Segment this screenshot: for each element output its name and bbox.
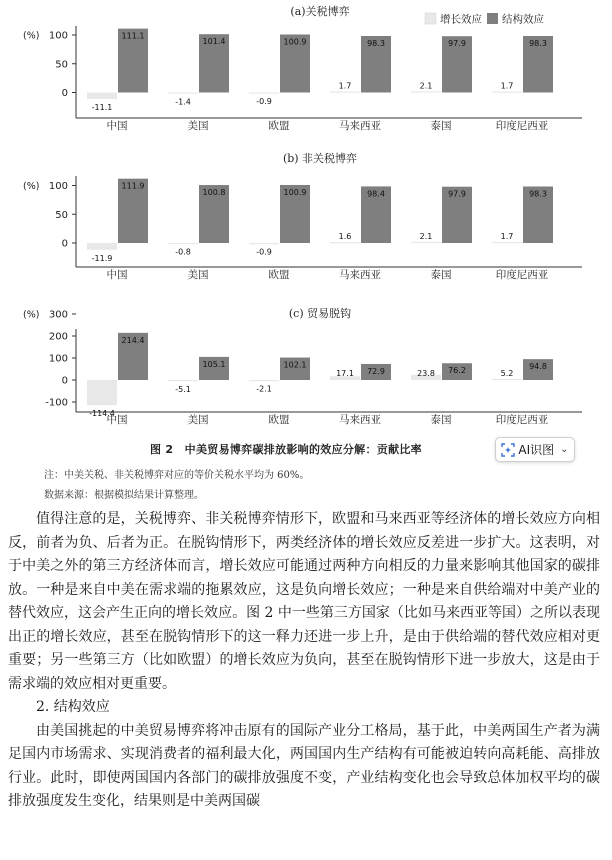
chart-a-label-structure-3: 98.3 (367, 38, 385, 48)
chart-b-category-label-3: 马来西亚 (339, 269, 381, 281)
chart-c-category-label-4: 泰国 (430, 414, 452, 426)
chart-a-label-growth-0: -11.1 (91, 102, 113, 112)
chart-c-bar-growth-0 (87, 380, 117, 405)
chart-a-ytick-label: 0 (61, 88, 68, 99)
chart-b-category-label-4: 泰国 (430, 269, 452, 281)
chart-a-category-label-3: 马来西亚 (339, 120, 381, 132)
chart-a-label-structure-5: 98.3 (529, 38, 547, 48)
chart-c-ytick-label: -100 (45, 397, 68, 409)
chart-c-ytick-label: 100 (48, 353, 68, 365)
chart-b-bar-growth-0 (87, 243, 117, 250)
chart-c-label-growth-3: 17.1 (336, 369, 354, 378)
chart-c-category-label-3: 马来西亚 (339, 414, 381, 426)
chart-c-bar-growth-1 (168, 380, 198, 381)
chevron-down-icon[interactable]: ⌄ (560, 444, 569, 455)
chart-c-ytick-label: 300 (48, 309, 68, 321)
legend-swatch-growth (425, 13, 436, 24)
section-heading-structure-effect: 2. 结构效应 (36, 699, 110, 715)
chart-c-label-growth-2: -2.1 (256, 384, 272, 394)
chart-b-bar-growth-4 (411, 242, 441, 243)
chart-a-ytick-label: 100 (48, 30, 68, 42)
chart-a-ytick-label: 50 (55, 59, 68, 71)
chart-a-bar-growth-4 (411, 91, 441, 92)
chart-b-bar-growth-1 (168, 243, 198, 244)
chart-a-category-label-5: 印度尼西亚 (495, 120, 549, 132)
chart-c-label-structure-0: 214.4 (121, 335, 145, 345)
chart-b-label-structure-0: 111.9 (121, 181, 145, 191)
chart-a-label-structure-1: 101.4 (202, 37, 226, 47)
chart-b-label-structure-2: 100.9 (283, 187, 307, 197)
chart-b-ylabel: (%) (23, 181, 40, 192)
paragraph-structure-effect: 由美国挑起的中美贸易博弈将冲击原有的国际产业分工格局，基于此，中美两国生产者为满足国内市场需求、实现消费者的福利最大化，两国国内生产结构有可能被迫转向高耗能、高排放行业。此时，即使两国国内各部门的碳排放强度不变，产业结构变化也会导致总体加权平均的碳排放强度发生变化，结果则是中美两国碳 (8, 722, 600, 809)
chart-c-label-structure-4: 76.2 (448, 366, 466, 376)
chart-b-label-growth-2: -0.9 (256, 247, 272, 257)
chart-c-ytick-label: 200 (48, 331, 68, 343)
chart-a-bar-growth-5 (492, 92, 522, 93)
chart-b-label-structure-4: 97.9 (448, 189, 466, 199)
chart-a-label-growth-1: -1.4 (175, 97, 191, 107)
chart-b-label-structure-5: 98.3 (529, 189, 547, 199)
legend-swatch-structure (487, 13, 498, 24)
chart-c-label-growth-0: -114.4 (89, 409, 115, 419)
chart-a-category-label-1: 美国 (187, 120, 209, 132)
ai-recognize-button[interactable] (495, 437, 575, 462)
chart-b-label-growth-0: -11.9 (91, 253, 113, 263)
chart-b-category-label-2: 欧盟 (268, 269, 290, 281)
chart-a-ylabel: (%) (23, 30, 40, 42)
chart-c-bar-growth-2 (249, 380, 279, 381)
chart-a-label-growth-4: 2.1 (419, 81, 433, 91)
chart-c-ylabel: (%) (23, 309, 40, 321)
chart-c-label-growth-5: 5.2 (500, 369, 514, 378)
chart-c-label-structure-2: 102.1 (283, 360, 307, 370)
chart-b-category-label-1: 美国 (187, 269, 209, 281)
chart-c-bar-growth-5 (492, 379, 522, 380)
chart-b-bar-growth-5 (492, 242, 522, 243)
chart-a-bar-growth-2 (249, 93, 279, 94)
chart-b-ytick-label: 50 (55, 209, 68, 221)
chart-b-label-growth-3: 1.6 (338, 232, 352, 241)
ai-scan-icon (501, 443, 515, 457)
chart-c-label-structure-3: 72.9 (367, 366, 385, 376)
chart-a-bar-growth-0 (87, 93, 117, 99)
chart-b-category-label-5: 印度尼西亚 (495, 269, 549, 281)
chart-c-label-structure-5: 94.8 (529, 362, 547, 372)
chart-b-ytick-label: 0 (61, 238, 68, 250)
chart-c-title: (c) 贸易脱钩 (288, 307, 352, 320)
chart-a-label-structure-4: 97.9 (448, 39, 466, 49)
body-text (8, 508, 600, 814)
paragraph-growth-effect: 值得注意的是，关税博弈、非关税博弈情形下，欧盟和马来西亚等经济体的增长效应方向相反，前者为负、后者为正。在脱钩情形下，两类经济体的增长效应反差进一步扩大。这表明，对于中美之外的第三方经济体而言，增长效应可能通过两种方向相反的力量来影响其他国家的碳排放。一种是来自中美在需求端的拖累效应，这是负向增长效应；一种是来自供给端对中美产业的替代效应，这会产生正向的增长效应。图 2 中一些第三方国家（比如马来西亚等国）之所以表现出正的增长效应，甚至在脱钩情形下的这一释力还进一步上升，是由于供给端的替代效应相对更重要；另一些第三方（比如欧盟）的增长效应为负向，甚至在脱钩情形下进一步放大，这是由于需求端的效应相对更重要。 (8, 511, 600, 692)
chart-b-label-structure-3: 98.4 (367, 189, 385, 199)
chart-a-title: (a)关税博弈 (290, 5, 350, 18)
chart-a-label-structure-2: 100.9 (283, 37, 307, 47)
chart-b-label-growth-1: -0.8 (175, 247, 191, 257)
chart-c-ytick-label: 0 (61, 375, 68, 387)
chart-a-category-label-0: 中国 (106, 120, 128, 132)
chart-b-label-growth-5: 1.7 (500, 232, 514, 241)
chart-a-category-label-2: 欧盟 (268, 120, 290, 132)
chart-a-label-structure-0: 111.1 (121, 31, 145, 41)
chart-a-category-label-4: 泰国 (430, 120, 452, 132)
chart-b-bar-growth-3 (330, 242, 360, 243)
chart-a-label-growth-2: -0.9 (256, 97, 272, 107)
chart-b-ytick-label: 100 (48, 181, 68, 192)
chart-c-category-label-2: 欧盟 (268, 414, 290, 426)
chart-b-bar-growth-2 (249, 243, 279, 244)
chart-b-title: (b) 非关税博弈 (282, 152, 358, 165)
chart-b-category-label-0: 中国 (106, 269, 128, 281)
chart-b-label-structure-1: 100.8 (202, 188, 226, 198)
chart-c-category-label-0: 中国 (106, 414, 128, 426)
data-source-note: 数据来源：根据模拟结果计算整理。 (44, 490, 204, 501)
chart-b-label-growth-4: 2.1 (419, 232, 433, 241)
legend-label-growth: 增长效应 (440, 13, 482, 26)
figure-note: 注：中美关税、非关税博弈对应的等价关税水平均为 60%。 (44, 470, 310, 481)
chart-a-bar-growth-1 (168, 93, 198, 94)
chart-c-label-growth-4: 23.8 (417, 369, 435, 378)
ai-recognize-label: AI识图 (518, 443, 555, 457)
legend-label-structure: 结构效应 (502, 13, 544, 26)
chart-a-label-growth-5: 1.7 (500, 81, 514, 91)
chart-a-label-growth-3: 1.7 (338, 81, 352, 91)
chart-c-category-label-1: 美国 (187, 414, 209, 426)
figure-caption: 图 2 中美贸易博弈碳排放影响的效应分解：贡献比率 (150, 443, 422, 456)
chart-c-category-label-5: 印度尼西亚 (495, 414, 549, 426)
chart-c-label-structure-1: 105.1 (202, 359, 226, 369)
chart-c-label-growth-1: -5.1 (175, 385, 191, 395)
chart-a-bar-growth-3 (330, 92, 360, 93)
